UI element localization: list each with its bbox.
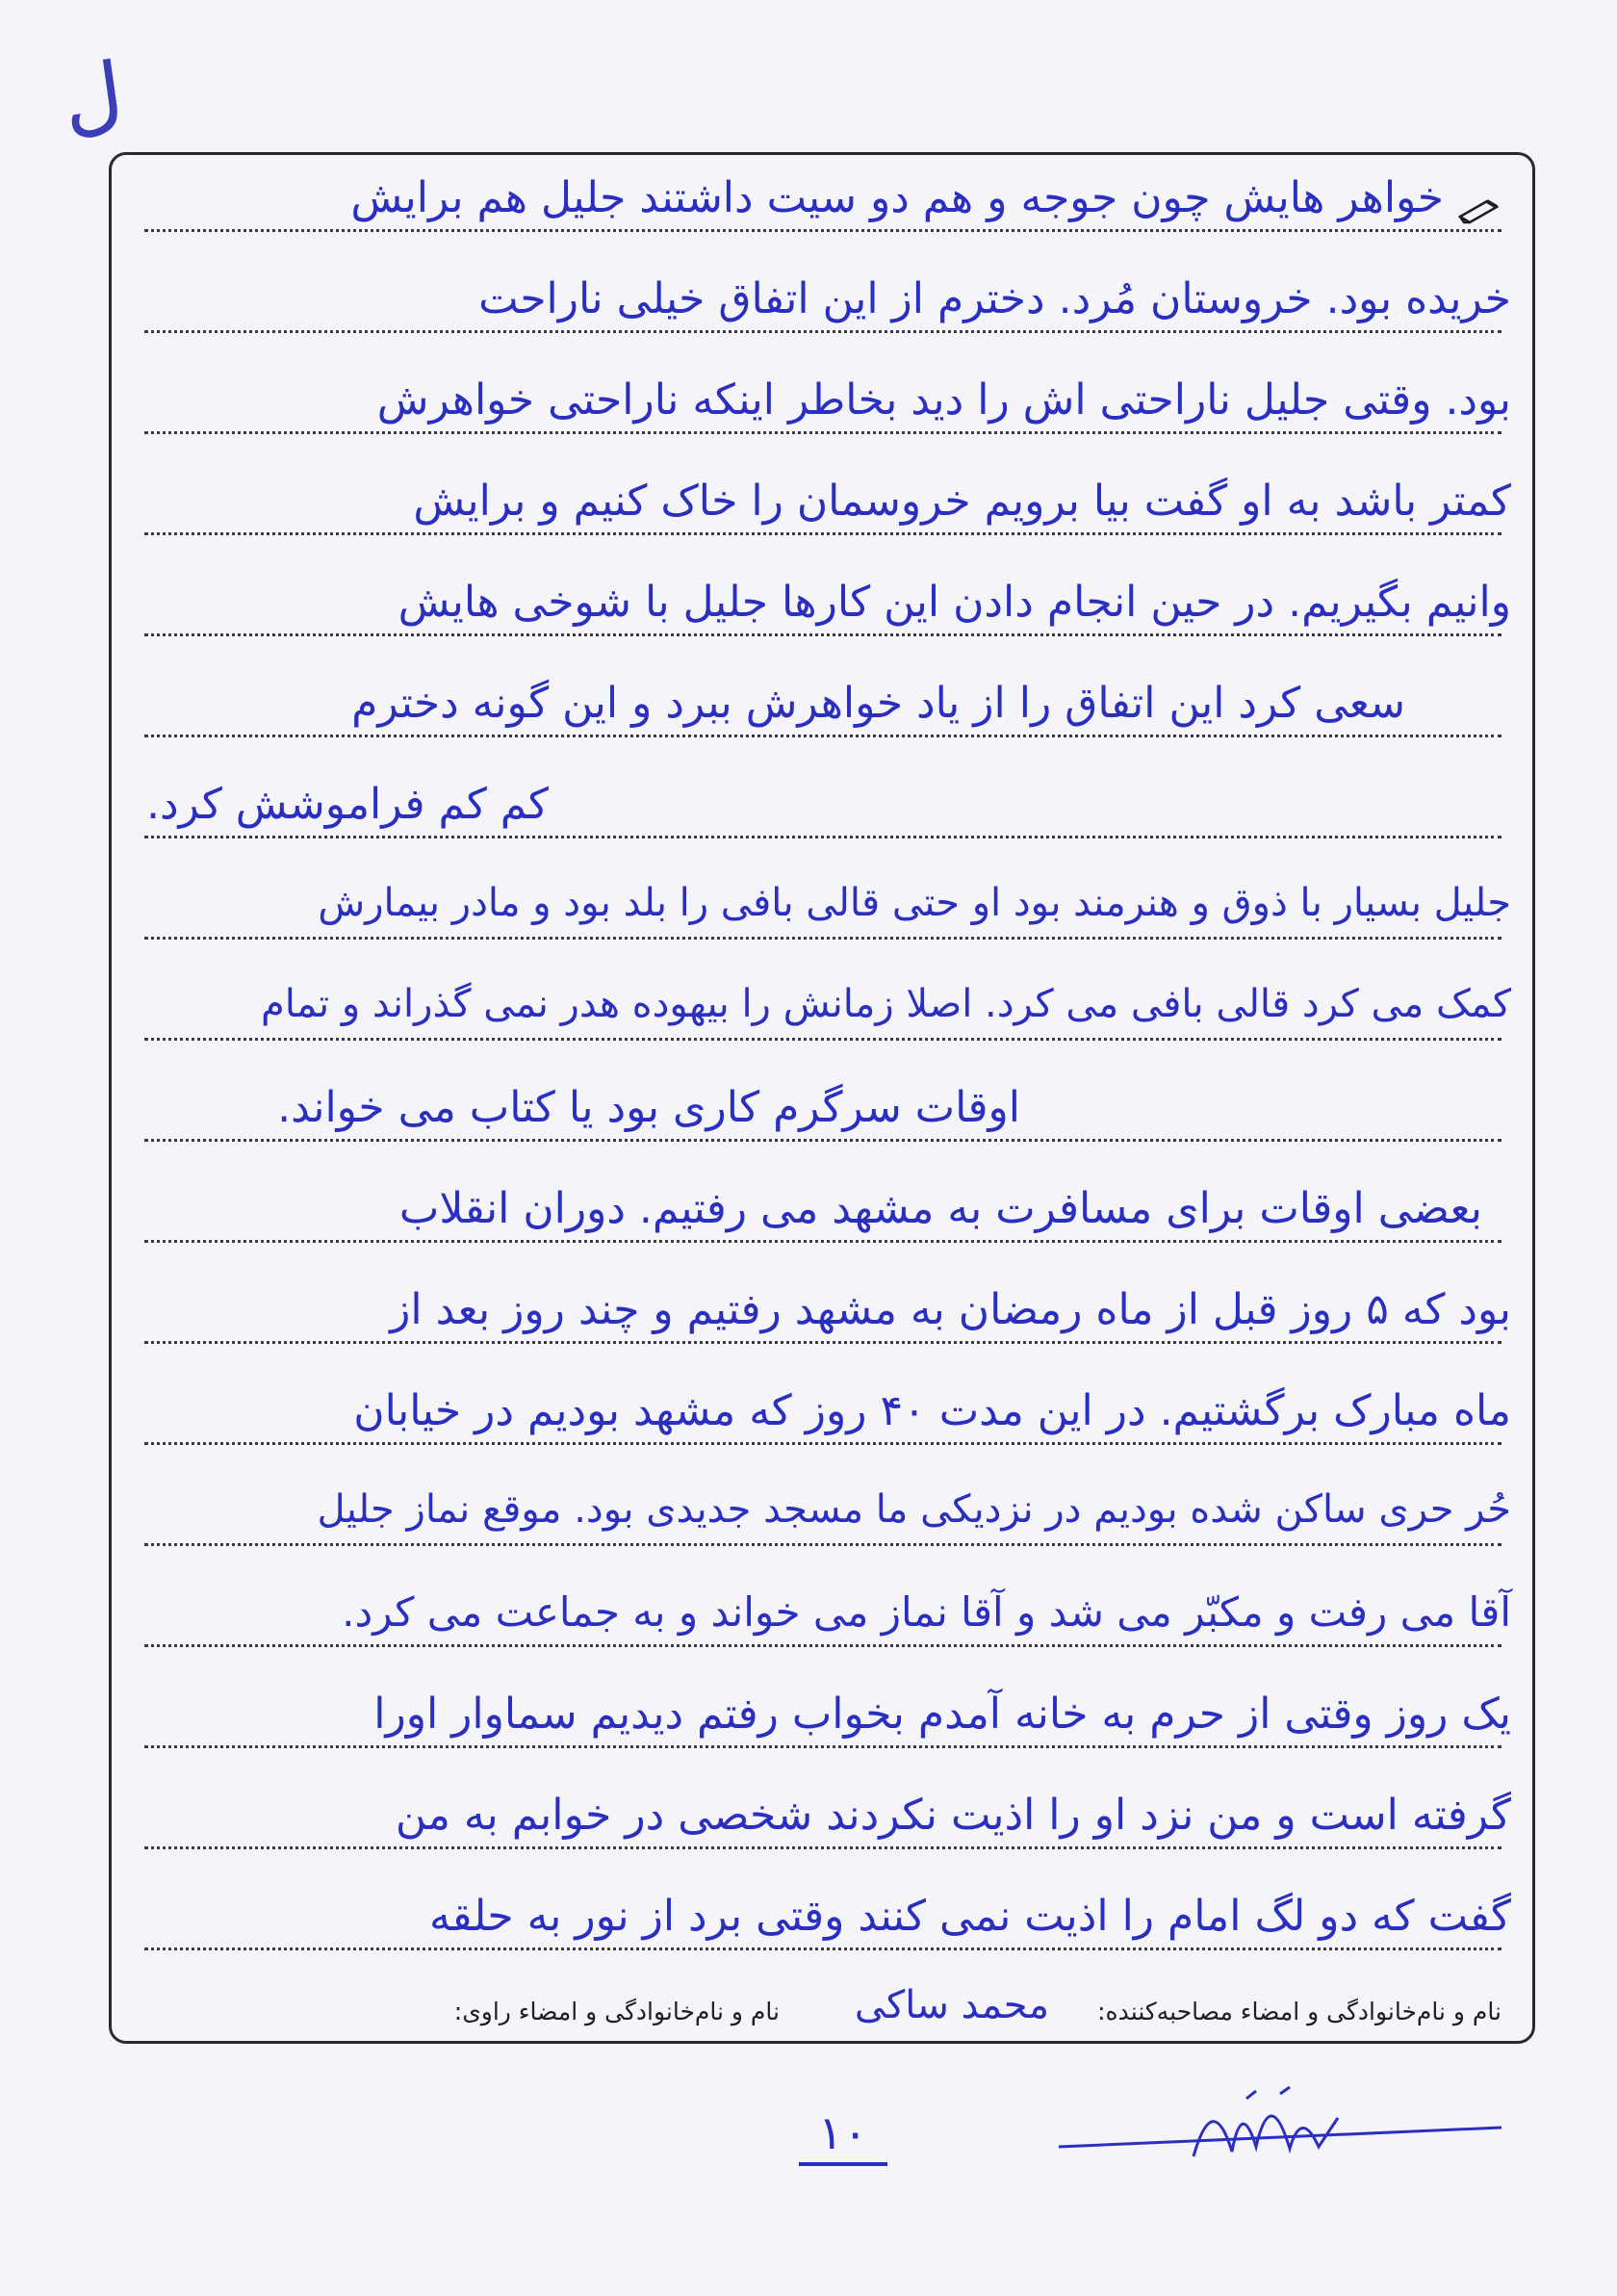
page-number: ۱۰ xyxy=(799,2106,887,2166)
handwritten-line: وانیم بگیریم. در حین انجام دادن این کارها جلیل با شوخی هایش xyxy=(398,578,1511,627)
handwritten-line: کم کم فراموشش کرد. xyxy=(145,780,549,829)
handwritten-line: خریده بود. خروستان مُرد. دخترم از این اتفاق خیلی ناراحت xyxy=(478,274,1511,323)
ruled-line xyxy=(144,633,1502,636)
ruled-line xyxy=(144,431,1502,434)
handwritten-line: بود. وقتی جلیل ناراحتی اش را دید بخاطر اینکه ناراحتی خواهرش xyxy=(376,375,1511,425)
ruled-line xyxy=(144,1543,1502,1546)
handwritten-line: یک روز وقتی از حرم به خانه آمدم بخواب رفتم دیدیم سماوار اورا xyxy=(373,1690,1511,1739)
interviewer-signature: محمد ساکی xyxy=(854,1983,1049,2027)
corner-mark: ل xyxy=(56,44,130,148)
ruled-line xyxy=(144,937,1502,940)
ruled-line xyxy=(144,1745,1502,1748)
ruled-line xyxy=(144,836,1502,838)
signature-scribble xyxy=(1049,2079,1511,2166)
handwritten-line: اوقات سرگرم کاری بود یا کتاب می خواند. xyxy=(277,1083,1020,1132)
narrator-label: نام و نام‌خانوادگی و امضاء راوی: xyxy=(453,1998,780,2025)
ruled-line xyxy=(144,1240,1502,1243)
handwritten-line: گفت که دو لگ امام را اذیت نمی کنند وقتی برد از نور به حلقه xyxy=(428,1892,1511,1941)
handwritten-line: کمتر باشد به او گفت بیا برویم خروسمان را خاک کنیم و برایش xyxy=(413,477,1511,526)
ruled-line xyxy=(144,1644,1502,1647)
interviewer-label: نام و نام‌خانوادگی و امضاء مصاحبه‌کننده: xyxy=(1097,1998,1502,2025)
handwritten-line: آقا می رفت و مکبّر می شد و آقا نماز می خواند و به جماعت می کرد. xyxy=(342,1588,1511,1636)
handwritten-line: ماه مبارک برگشتیم. در این مدت ۴۰ روز که مشهد بودیم در خیابان xyxy=(353,1386,1511,1435)
ruled-line xyxy=(144,1038,1502,1041)
handwritten-line: سعی کرد این اتفاق را از یاد خواهرش ببرد و این گونه دخترم xyxy=(351,679,1405,728)
handwritten-line: جلیل بسیار با ذوق و هنرمند بود او حتی قالی بافی را بلد بود و مادر بیمارش xyxy=(318,881,1511,925)
handwritten-text-area xyxy=(144,173,1521,1964)
ruled-line xyxy=(144,1846,1502,1849)
handwritten-line: بود که ۵ روز قبل از ماه رمضان به مشهد رفتیم و چند روز بعد از xyxy=(390,1285,1511,1334)
handwritten-line: گرفته است و من نزد او را اذیت نکردند شخصی در خوابم به من xyxy=(395,1791,1511,1840)
handwritten-line: بعضی اوقات برای مسافرت به مشهد می رفتیم. دوران انقلاب xyxy=(398,1184,1482,1233)
ruled-line xyxy=(144,1341,1502,1344)
ruled-line xyxy=(144,1442,1502,1445)
ruled-line xyxy=(144,1139,1502,1142)
ruled-line xyxy=(144,229,1502,232)
handwritten-line: حُر حری ساکن شده بودیم در نزدیکی ما مسجد جدیدی بود. موقع نماز جلیل xyxy=(317,1487,1511,1532)
ruled-line xyxy=(144,532,1502,535)
handwritten-line: کمک می کرد قالی بافی می کرد. اصلا زمانش را بیهوده هدر نمی گذراند و تمام xyxy=(260,982,1511,1026)
ruled-line xyxy=(144,735,1502,737)
handwritten-line: خواهر هایش چون جوجه و هم دو سیت داشتند جلیل هم برایش xyxy=(350,173,1444,222)
ruled-line xyxy=(144,330,1502,333)
ruled-line xyxy=(144,1948,1502,1950)
